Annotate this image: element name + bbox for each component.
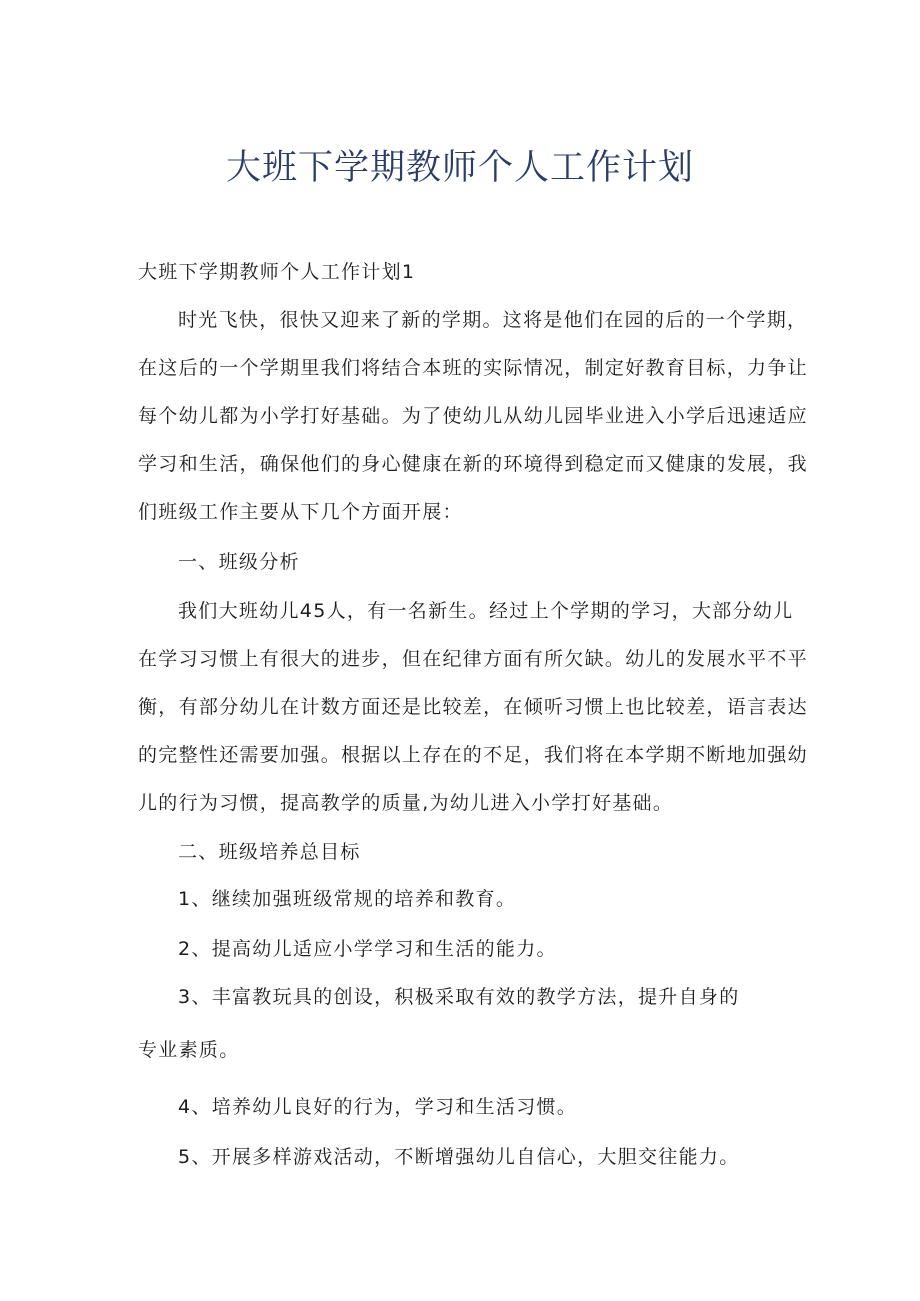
document-title: 大班下学期教师个人工作计划 (225, 148, 694, 188)
goal-item: 3、丰富教玩具的创设，积极采取有效的教学方法，提升自身的 (178, 986, 740, 1008)
goal-item-continuation: 专业素质。 (138, 1039, 240, 1061)
document-subtitle: 大班下学期教师个人工作计划1 (138, 261, 416, 283)
goal-item: 4、培养幼儿良好的行为，学习和生活习惯。 (178, 1096, 578, 1118)
paragraph-line: 时光飞快，很快又迎来了新的学期。这将是他们在园的后的一个学期， (178, 309, 808, 331)
paragraph-line: 的完整性还需要加强。根据以上存在的不足，我们将在本学期不断地加强幼 (138, 744, 808, 766)
paragraph-line: 在这后的一个学期里我们将结合本班的实际情况，制定好教育目标，力争让 (138, 357, 808, 379)
goal-item: 2、提高幼儿适应小学学习和生活的能力。 (178, 938, 557, 960)
goal-item: 5、开展多样游戏活动，不断增强幼儿自信心，大胆交往能力。 (178, 1146, 740, 1168)
paragraph-line: 儿的行为习惯，提高教学的质量,为幼儿进入小学打好基础。 (138, 792, 674, 814)
section-heading: 一、班级分析 (178, 551, 300, 573)
paragraph-line: 们班级工作主要从下几个方面开展： (138, 501, 463, 523)
paragraph-line: 我们大班幼儿45人，有一名新生。经过上个学期的学习，大部分幼儿 (178, 600, 794, 622)
paragraph-line: 衡，有部分幼儿在计数方面还是比较差，在倾听习惯上也比较差，语言表达 (138, 696, 808, 718)
paragraph-line: 学习和生活，确保他们的身心健康在新的环境得到稳定而又健康的发展，我 (138, 453, 808, 475)
section-heading: 二、班级培养总目标 (178, 841, 361, 863)
goal-item: 1、继续加强班级常规的培养和教育。 (178, 888, 517, 910)
paragraph-line: 每个幼儿都为小学打好基础。为了使幼儿从幼儿园毕业进入小学后迅速适应 (138, 405, 808, 427)
paragraph-line: 在学习习惯上有很大的进步，但在纪律方面有所欠缺。幼儿的发展水平不平 (138, 648, 808, 670)
